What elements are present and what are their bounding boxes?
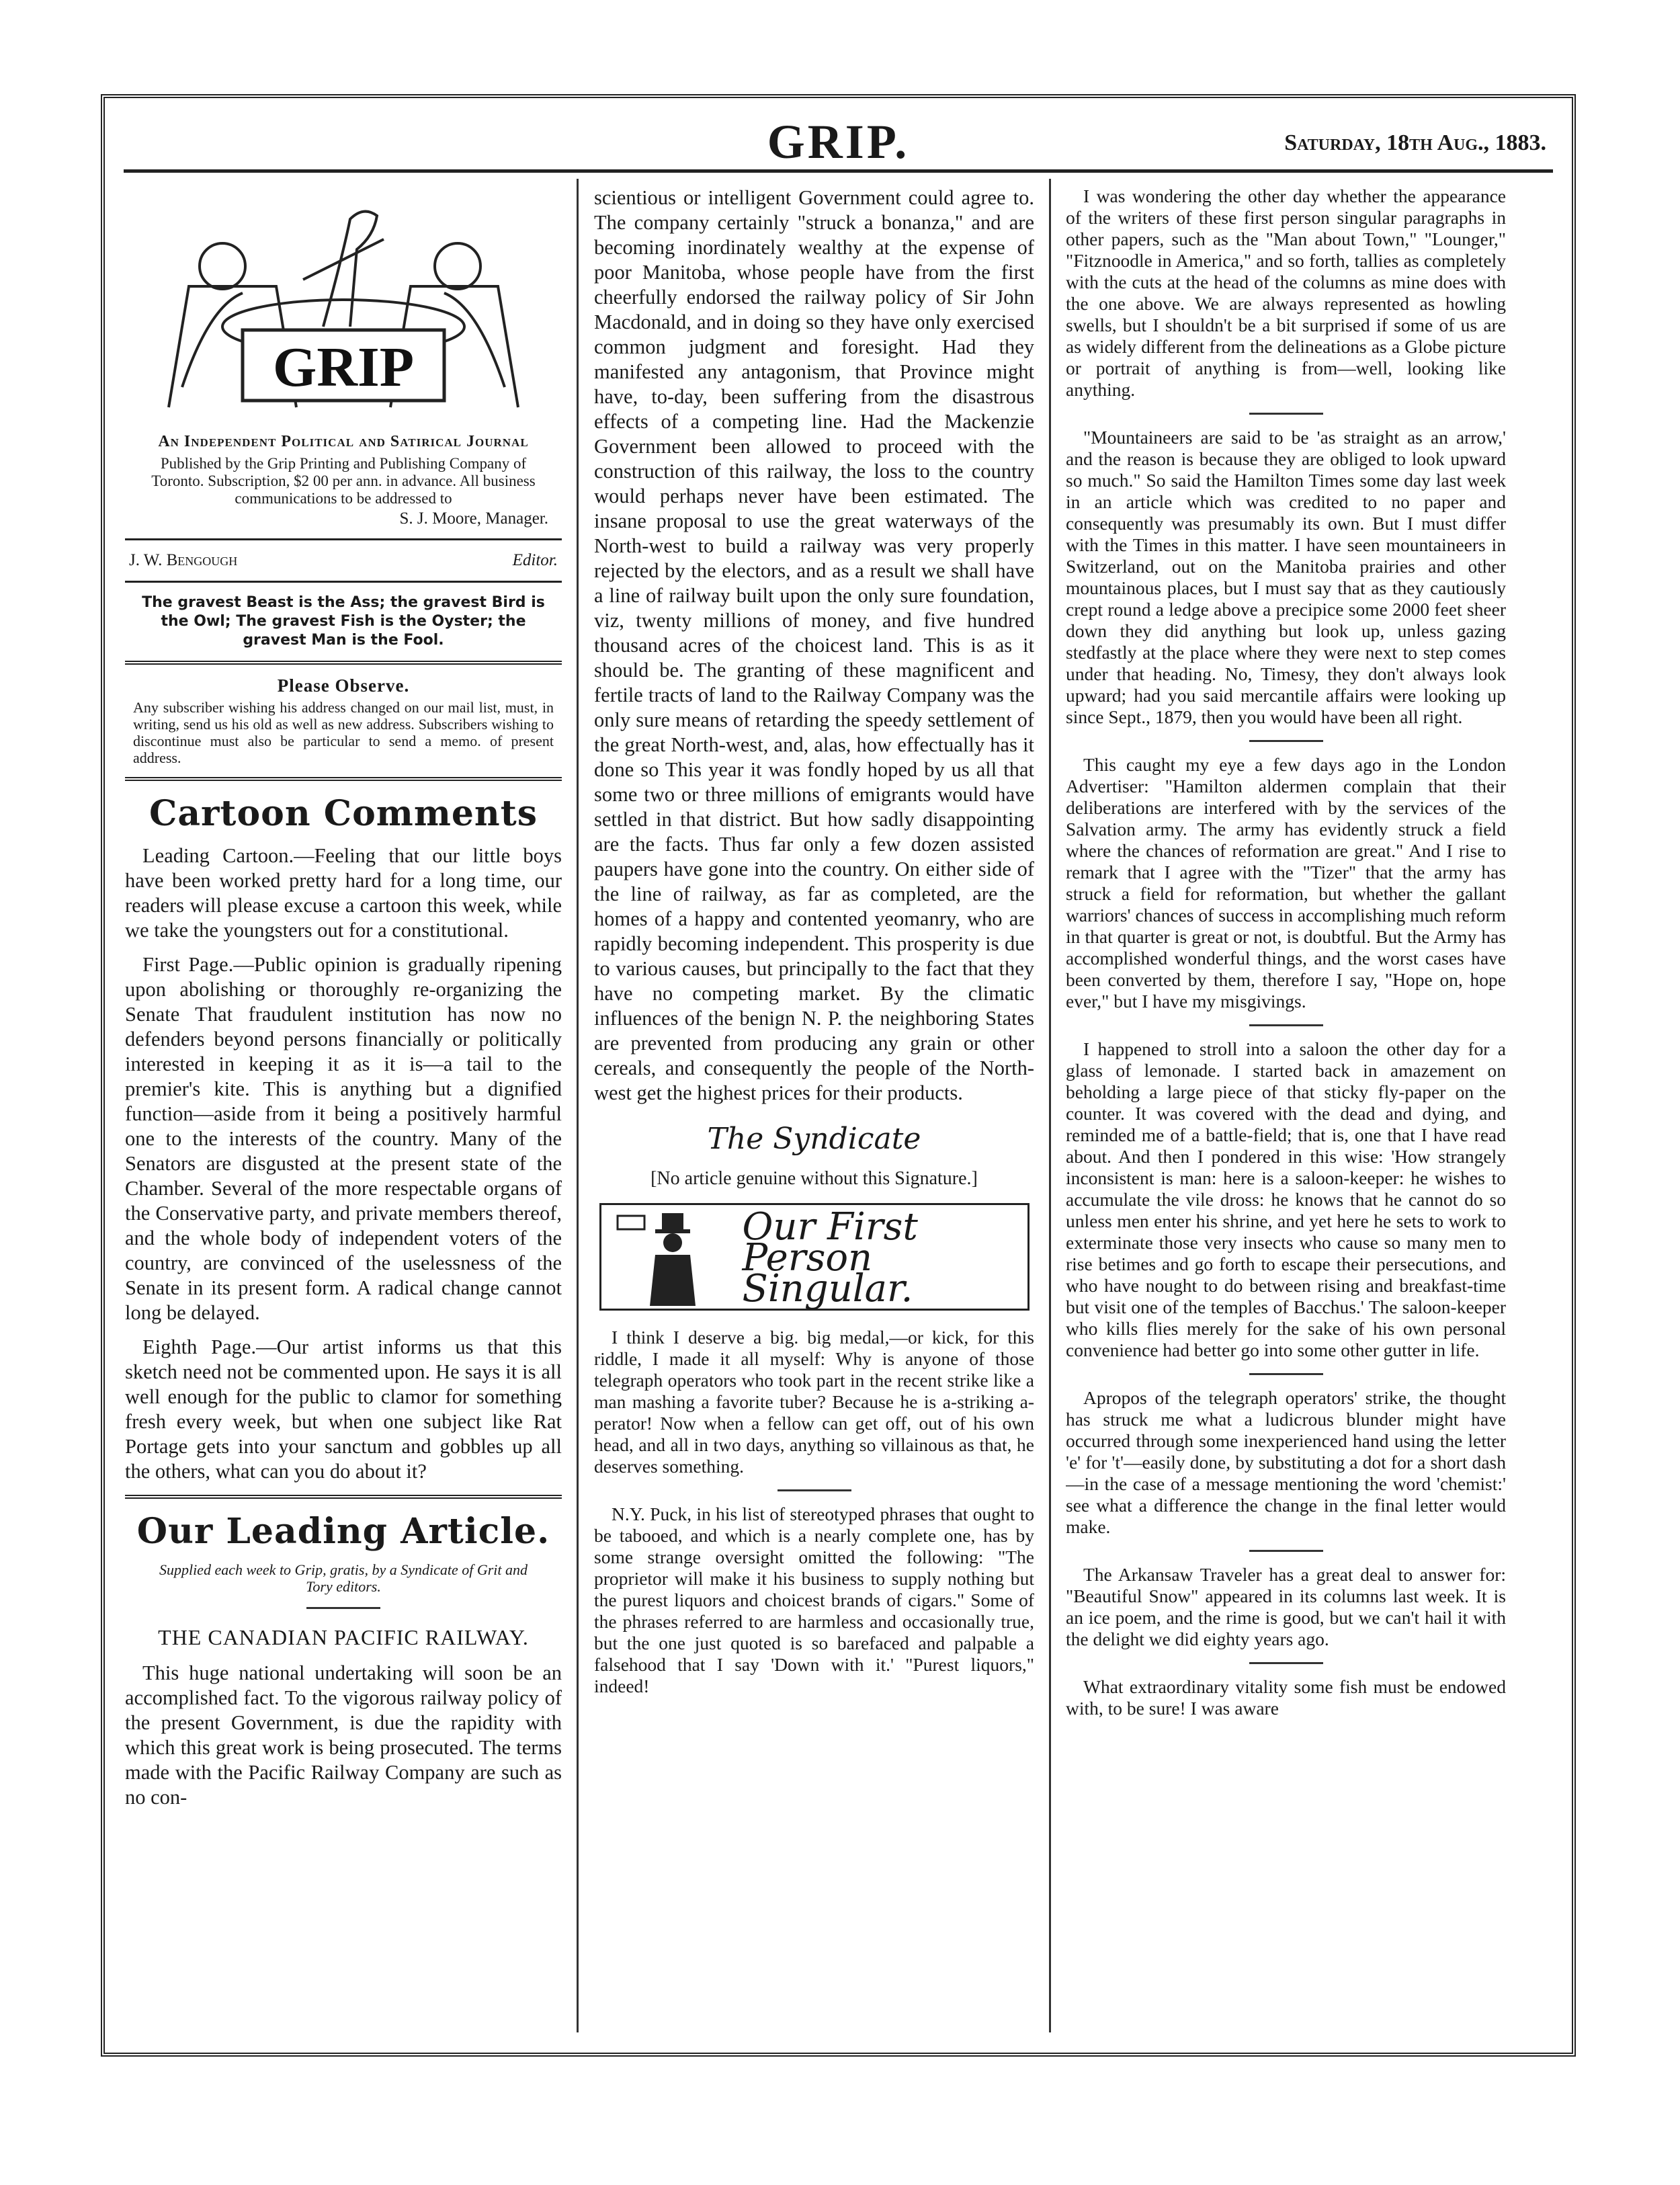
divider [1249,1662,1323,1664]
paragraph-first-person: I was wondering the other day whether the appearance of the writers of these first person singular paragraphs in other papers, such as the "Man about Town," "Lounger," "Fitznoodle in America," and so forth, tallies as completely with the cuts at the head of the columns as mine does with the one above. We are always represented as howling swells, but I shouldn't be a bit surprised if some of us are as widely different from the delineations as a Globe picture or portrait of anything is from—well, looking like anything. [1066,185,1506,400]
syndicate-note: Supplied each week to Grip, gratis, by a Syndicate of Grit and Tory editors. [159,1561,528,1595]
first-person-singular-banner [599,1203,1030,1311]
cartoon-comment-leading: Leading Cartoon.—Feeling that our little boys have been worked pretty hard for a long time, our readers will please excuse a cartoon this week, while we take the youngsters out for a constitutional. [125,844,562,942]
column-rule [1049,179,1051,2032]
paragraph-telegraph: Apropos of the telegraph operators' strike, the thought has struck me what a ludicrous blunder might have occurred through some inexperienced hand using the letter 'e' for 't'—easily done, by substituting a dot for a short dash—in the case of a message mentioning the word 'chemist:' see what a difference the change in the final letter would make. [1066,1387,1506,1537]
divider [1249,1373,1323,1375]
motto: The gravest Beast is the Ass; the gravest Bird is the Owl; The gravest Fish is the Oyster; the gravest Man is the Fool. [142,594,545,649]
article-title: THE CANADIAN PACIFIC RAILWAY. [158,1625,529,1649]
syndicate-signature: The Syndicate [707,1122,921,1156]
divider [125,581,562,583]
cartoon-comment-eighth-page: Eighth Page.—Our artist informs us that this sketch need not be commented upon. He says it is all well enough for the public to clamor for something fresh every week, but when one subject like Rat Portage gets into your sanctum and gobbles up all the others, what can you do about it? [125,1335,562,1483]
divider [306,1607,380,1609]
signature-note: [No article genuine without this Signature.] [650,1168,978,1189]
observe-heading: Please Observe. [277,675,410,696]
paragraph-mountaineers: "Mountaineers are said to be 'as straight as an arrow,' and the reason is because they are obliged to look upward so much." So said the Hamilton Times some day last week in an article which was credited to no paper and consequently was presumably its own. But I must differ with the Times in this matter. I have seen mountaineers in Switzerland, out on the Manitoba prairies and other mountainous places, but I must say that as they cautiously crept round a ledge above a precipice some 2000 feet sheer down they did anything but look up, unless gazing stedfastly at the place where they were next to step comes under that heading. No, Timesy, they don't always look upward; had you said mercantile affairs were looking up since Sept., 1879, then you would have been all right. [1066,427,1506,727]
paragraph-puck: N.Y. Puck, in his list of stereotyped phrases that ought to be tabooed, and which is a nearly complete one, has by some strange oversight omitted the following: "The proprietor will make it his business to supply nothing but the purest liquors and choicest brands of cigars." Some of the phrases referred to are harmless and occasionally true, but the one just quoted is so barefaced and palpable a falsehood that I say 'Down with it.' "Purest liquors," indeed! [594,1503,1034,1696]
paragraph-fish: What extraordinary vitality some fish must be endowed with, to be sure! I was aware [1066,1676,1506,1719]
article-paragraph: This huge national undertaking will soon be an accomplished fact. To the vigorous railway policy of the present Government, is due the rapidity with which this great work is being prosecuted. The terms made with the Pacific Railway Company are such as no con- [125,1661,562,1809]
publisher-info [138,455,548,528]
paragraph-salvation-army: This caught my eye a few days ago in the London Advertiser: "Hamilton aldermen complain that their deliberations are interfered with by the services of the Salvation army. The army has evidently struck a field where the chances of reformation are great." And I rise to remark that I agree with the "Tizer" that the army has struck a field for reformation, but whether the gallant warriors' chances of success in accomplishing much reform in that quarter is great or not, is doubtful. But the Army has accomplished wonderful things, and the worst cases have been converted by them, therefore I say, "Hope on, hope ever," but I have my misgivings. [1066,754,1506,1012]
column-1 [125,185,562,2032]
divider [1249,413,1323,415]
paragraph-saloon: I happened to stroll into a saloon the other day for a glass of lemonade. I started back in amazement on beholding a large piece of that sticky fly-paper on the counter. It was covered with the dead and dying, and reminded me of a battle-field; that is, one that I have read about. And then I pondered in this wise: 'How strangely inconsistent is man: here is a saloon-keeper: he wishes to accumulate the vile dross: he knows that he cannot do so unless men enter his shrine, and yet here he sets to work to exterminate those very insects who cause so many men to rise betimes and go forth to escape their persecutions, and who have nought to do between rising and breakfast-time but visit one of the temples of Bacchus.' The saloon-keeper who kills flies merely for the sake of his own personal convenience had better go into some other gutter in life. [1066,1038,1506,1360]
manager-line: S. J. Moore, Manager. [399,509,548,528]
publisher-text: Published by the Grip Printing and Publishing Company of Toronto. Subscription, $2 00 per ann. in advance. All business communications to be addressed to [151,455,536,507]
divider [125,777,562,781]
observe-notice: Any subscriber wishing his address changed on our mail list, must, in writing, send us his old as well as new address. Subscribers wishing to discontinue must also be particular to send a memo. of present address. [133,699,554,766]
journal-tagline: An Independent Political and Satirical Journal [158,433,529,450]
column-rule [577,179,579,2032]
divider [1249,1024,1323,1026]
editor-name: J. W. Bengough [129,551,238,569]
article-continuation: scientious or intelligent Government could agree to. The company certainly "struck a bonanza," and are becoming inordinately wealthy at the expense of poor Manitoba, whose people have from the first cheerfully endorsed the railway policy of Sir John Macdonald, and in doing so they have only exercised common judgment and foresight. Had they manifested any antagonism, that Province might have, to-day, been suffering from the disastrous effects of a competing line. Had the Mackenzie Government been allowed to proceed with the construction of this railway, the loss to the country would perhaps never have been estimated. The insane proposal to use the great waterways of the North-west to build a railway was very properly rejected by the electors, and as a result we shall have a line of railway built upon the only sure foundation, viz, twenty millions of money, and five hundred thousand acres of the choicest land. This is as it should be. The granting of these magnificent and fertile tracts of land to the Railway Company was the only sure means of retarding the speedy settlement of the great North-west, and, alas, how effectually has it done so This year it was fondly hoped by us all that some two or three millions of emigrants would have settled in that district. But how sadly disappointing are the facts. Thus far only a few dozen assisted paupers have gone into the country. On either side of the line of railway, as far as completed, are the homes of a happy and contented yeomanry, who are rapidly becoming independent. This prosperity is due to various causes, but principally to the fact that they have no competing market. By the climatic influences of the benign N. P. the neighboring States are prevented from producing any grain or other cereals, and consequently the people of the North-west get the highest prices for their products. [594,186,1034,1104]
paragraph-arkansaw: The Arkansaw Traveler has a great deal to answer for: "Beautiful Snow" appeared in its columns last week. It is an ice poem, and the rime is good, but we can't hail it with the delight we did eighty years ago. [1066,1564,1506,1649]
divider [125,538,562,540]
issue-date: Saturday, 18th Aug., 1883. [1284,130,1546,155]
editor-role: Editor. [512,551,558,569]
cartoon-comments-heading: Cartoon Comments [149,793,538,834]
first-person-singular-title: Our First Person Singular. [742,1205,918,1311]
editor-line [129,551,558,570]
column-3 [1066,185,1506,2032]
leading-article-heading: Our Leading Article. [136,1511,550,1552]
newspaper-page [101,94,1576,2057]
paragraph-riddle: I think I deserve a big. big medal,—or kick, for this riddle, I made it all myself: Why is anyone of those telegraph operators who took part in the recent strike like a man mashing a favorite tuber? Because he is a-striking a-perator! Now when a fellow can get off, out of his own head, and all in two days, anything so villainous as that, he deserves something. [594,1327,1034,1477]
divider [125,661,562,665]
cartoon-comment-first-page: First Page.—Public opinion is gradually ripening upon abolishing or thoroughly re-organizing the Senate That fraudulent institution has now no defenders beyond persons financially or politically interested in keeping it as it is—a tail to the premier's kite. This is anything but a dignified function—aside from it being a positively harmful one to the interests of the country. Many of the Senators are disgusted at the present state of the Chamber. Several of the more respectable organs of the Conservative party, and private members thereof, and the whole body of independent voters of the country, are convinced of the uselessness of the Senate in its present form. A radical change cannot long be delayed. [125,953,562,1324]
divider [125,1495,562,1499]
masthead [124,110,1553,173]
column-2 [594,185,1034,2032]
masthead-title: GRIP. [767,115,910,169]
divider [1249,740,1323,742]
logo-lettering: GRIP [273,336,414,399]
gentleman-figure-icon [615,1209,729,1309]
divider [778,1489,851,1491]
divider [1249,1550,1323,1552]
grip-logo-illustration [142,185,545,427]
